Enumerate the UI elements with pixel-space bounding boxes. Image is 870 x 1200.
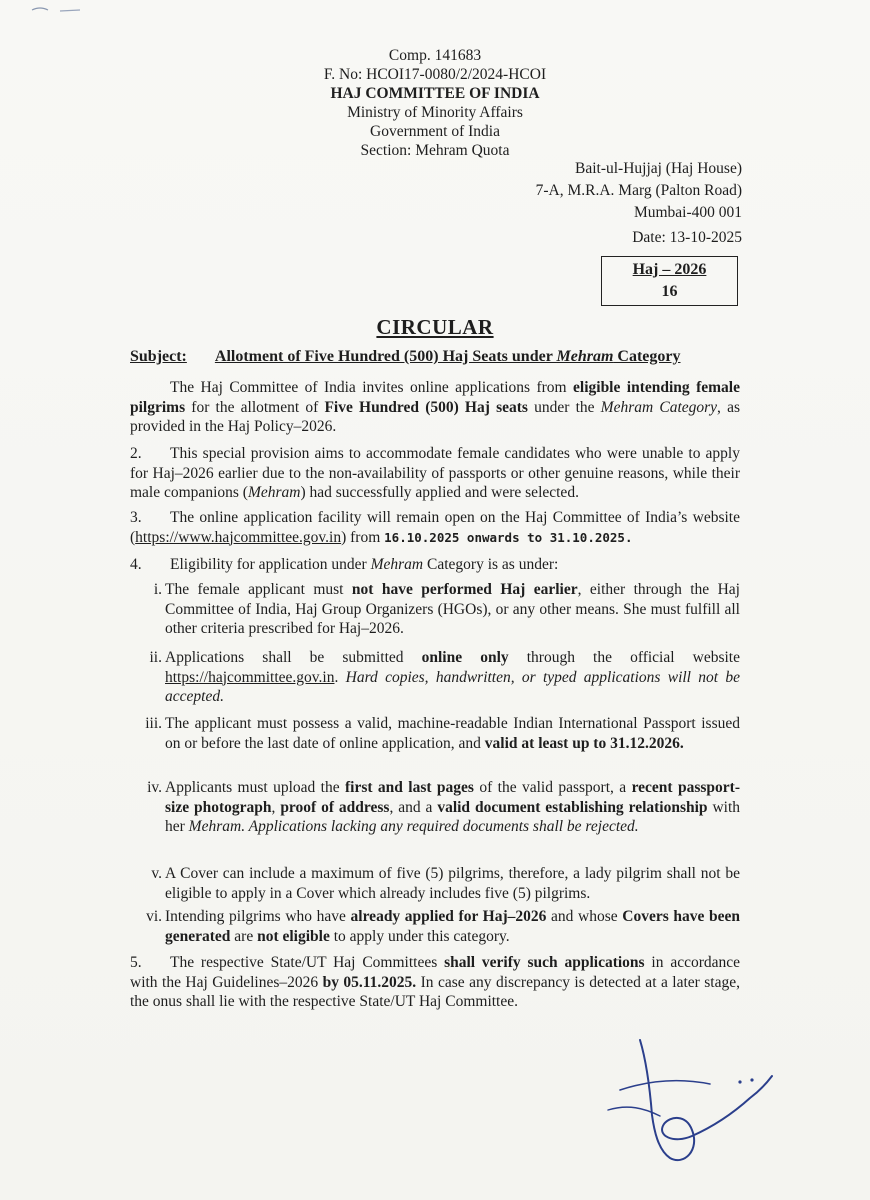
- circular-date: Date: 13-10-2025: [632, 229, 742, 246]
- signature-icon: [600, 1020, 780, 1170]
- eligibility-item-iv: iv. Applicants must upload the first and last pages of the valid passport, a recent passport-size photograph, proof of address, and a valid document establishing relationship with her Mehram. Applications lacking any required documents shall be rejected.: [147, 779, 741, 835]
- organisation-name: HAJ COMMITTEE OF INDIA: [330, 85, 540, 102]
- website-link[interactable]: https://www.hajcommittee.gov.in: [135, 528, 342, 546]
- official-website-link[interactable]: https://hajcommittee.gov.in: [165, 668, 335, 686]
- eligibility-item-vi: vi. Intending pilgrims who have already applied for Haj–2026 and whose Covers have been generated are not eligible to apply under this category.: [146, 908, 740, 945]
- document-title: CIRCULAR: [376, 315, 494, 339]
- address-line-1: Bait-ul-Hujjaj (Haj House): [574, 160, 742, 177]
- address-line-2: 7-A, M.R.A. Marg (Palton Road): [535, 182, 742, 199]
- eligibility-item-ii: ii. Applications shall be submitted online only through the official website https://hajcommittee.gov.in. Hard copies, handwritten, or typed applications will not be accepted.: [149, 649, 740, 705]
- subject-label: Subject:: [130, 348, 187, 365]
- letterhead: [300, 46, 570, 160]
- paragraph-3-number: 3.: [130, 509, 142, 526]
- reference-title: Haj – 2026: [632, 261, 707, 278]
- paragraph-2: 2. This special provision aims to accommodate female candidates who were unable to apply for Haj–2026 earlier due to the non-availability of passports or other genuine reasons, while their male companions (Mehram) had successfully applied and were selected.: [130, 445, 740, 501]
- scan-mark-icon: [30, 4, 90, 16]
- subject-text-emphasis: Mehram: [556, 348, 614, 365]
- comp-number: Comp. 141683: [388, 47, 482, 64]
- eligibility-item-i: i. The female applicant must not have performed Haj earlier, either through the Haj Committee of India, Haj Group Organizers (HGOs), or any other means. She must fulfill all other criteria prescribed for Haj–2026.: [153, 581, 740, 637]
- eligibility-item-iii: iii. The applicant must possess a valid, machine-readable Indian International Passport issued on or before the last date of online application, and valid at least up to 31.12.2026.: [145, 715, 740, 752]
- subject-text-end: Category: [613, 348, 681, 365]
- paragraph-2-number: 2.: [130, 445, 142, 462]
- ministry-name: Ministry of Minority Affairs: [347, 104, 523, 121]
- paragraph-3: 3. The online application facility will remain open on the Haj Committee of India’s website (https://www.hajcommittee.gov.in) from 16.10.2025 onwards to 31.10.2025.: [130, 509, 740, 546]
- reference-box: [601, 256, 738, 306]
- paragraph-5-number: 5.: [130, 954, 142, 971]
- subject-line: [130, 348, 681, 366]
- paragraph-1: The Haj Committee of India invites online applications from eligible intending female pilgrims for the allotment of Five Hundred (500) Haj seats under the Mehram Category, as provided in the Haj Policy–2026.: [130, 379, 741, 435]
- subject-text: Allotment of Five Hundred (500) Haj Seats under: [214, 348, 557, 365]
- file-number: F. No: HCOI17-0080/2/2024-HCOI: [323, 66, 547, 83]
- address-block: [536, 158, 742, 224]
- paragraph-4-number: 4.: [130, 556, 142, 573]
- reference-number: 16: [661, 283, 678, 300]
- section-name: Section: Mehram Quota: [360, 142, 510, 159]
- paragraph-5: 5. The respective State/UT Haj Committees shall verify such applications in accordance with the Haj Guidelines–2026 by 05.11.2025. In case any discrepancy is detected at a later stage, the onus shall lie with the respective State/UT Haj Committee.: [130, 954, 741, 1010]
- government-name: Government of India: [370, 123, 500, 140]
- eligibility-item-v: v. A Cover can include a maximum of five (5) pilgrims, therefore, a lady pilgrim shall not be eligible to apply in a Cover which already includes five (5) pilgrims.: [151, 865, 740, 902]
- address-line-3: Mumbai-400 001: [633, 204, 742, 221]
- paragraph-4: 4. Eligibility for application under Mehram Category is as under:: [130, 556, 559, 573]
